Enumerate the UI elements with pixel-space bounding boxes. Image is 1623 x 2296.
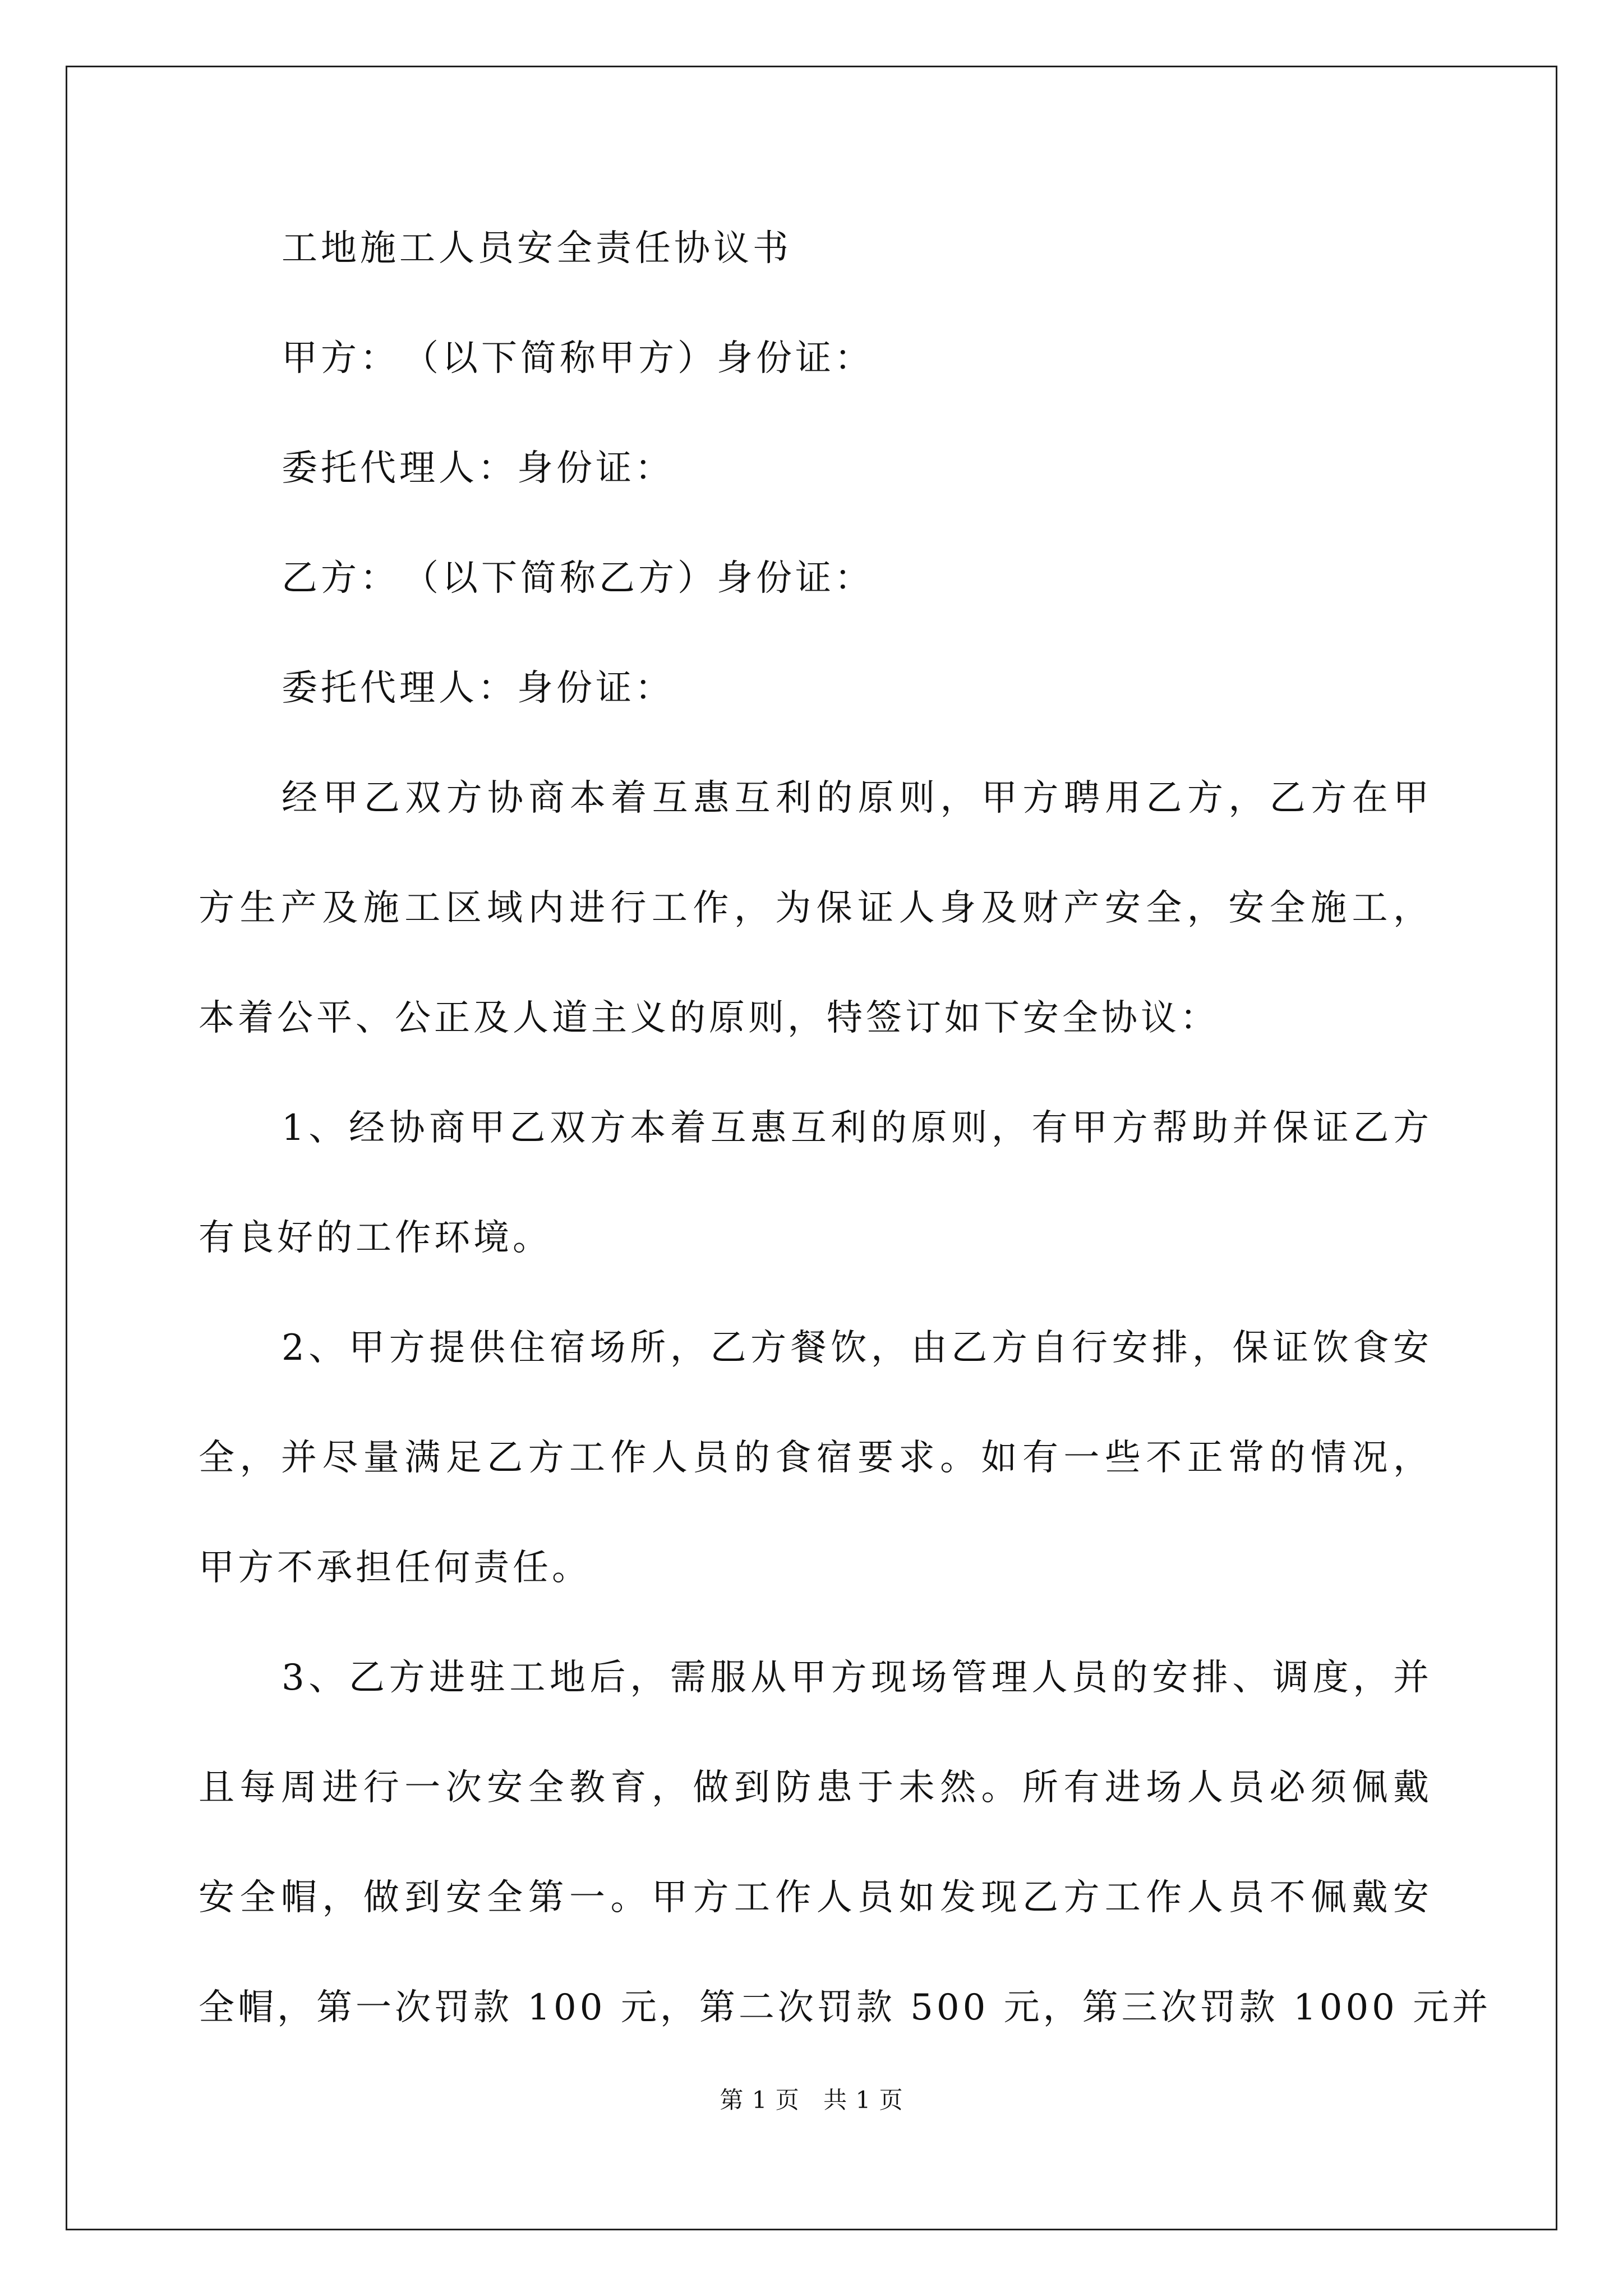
document-title: 工地施工人员安全责任协议书 [282, 228, 792, 269]
intro-line: 本着公平、公正及人道主义的原则，特签订如下安全协议： [199, 997, 1219, 1039]
clause-3-line: 安全帽，做到安全第一。甲方工作人员如发现乙方工作人员不佩戴安 [199, 1877, 1432, 1918]
page-footer [0, 2083, 1623, 2117]
party-b-agent-line: 委托代理人：身份证： [282, 668, 674, 709]
clause-2-line: 甲方不承担任何责任。 [199, 1547, 591, 1589]
page-number-total: 共 1 页 [823, 2086, 903, 2114]
clause-1-line: 1、经协商甲乙双方本着互惠互利的原则，有甲方帮助并保证乙方 [282, 1107, 1432, 1149]
clause-1-line: 有良好的工作环境。 [199, 1217, 552, 1259]
party-b-line: 乙方： （以下简称乙方）身份证： [282, 558, 874, 599]
clause-2-line: 2、甲方提供住宿场所，乙方餐饮，由乙方自行安排，保证饮食安 [282, 1327, 1432, 1369]
clause-3-line: 3、乙方进驻工地后，需服从甲方现场管理人员的安排、调度，并 [282, 1657, 1432, 1699]
clause-2-line: 全，并尽量满足乙方工作人员的食宿要求。如有一些不正常的情况， [199, 1437, 1432, 1479]
party-a-agent-line: 委托代理人：身份证： [282, 448, 674, 489]
intro-line: 方生产及施工区域内进行工作，为保证人身及财产安全，安全施工， [199, 887, 1432, 929]
intro-line: 经甲乙双方协商本着互惠互利的原则，甲方聘用乙方，乙方在甲 [282, 777, 1432, 819]
page-number-current: 第 1 页 [720, 2086, 800, 2114]
party-a-line: 甲方： （以下简称甲方）身份证： [282, 338, 874, 379]
clause-3-line: 且每周进行一次安全教育，做到防患于未然。所有进场人员必须佩戴 [199, 1767, 1432, 1809]
clause-3-line: 全帽，第一次罚款 100 元，第二次罚款 500 元，第三次罚款 1000 元并 [199, 1987, 1492, 2028]
